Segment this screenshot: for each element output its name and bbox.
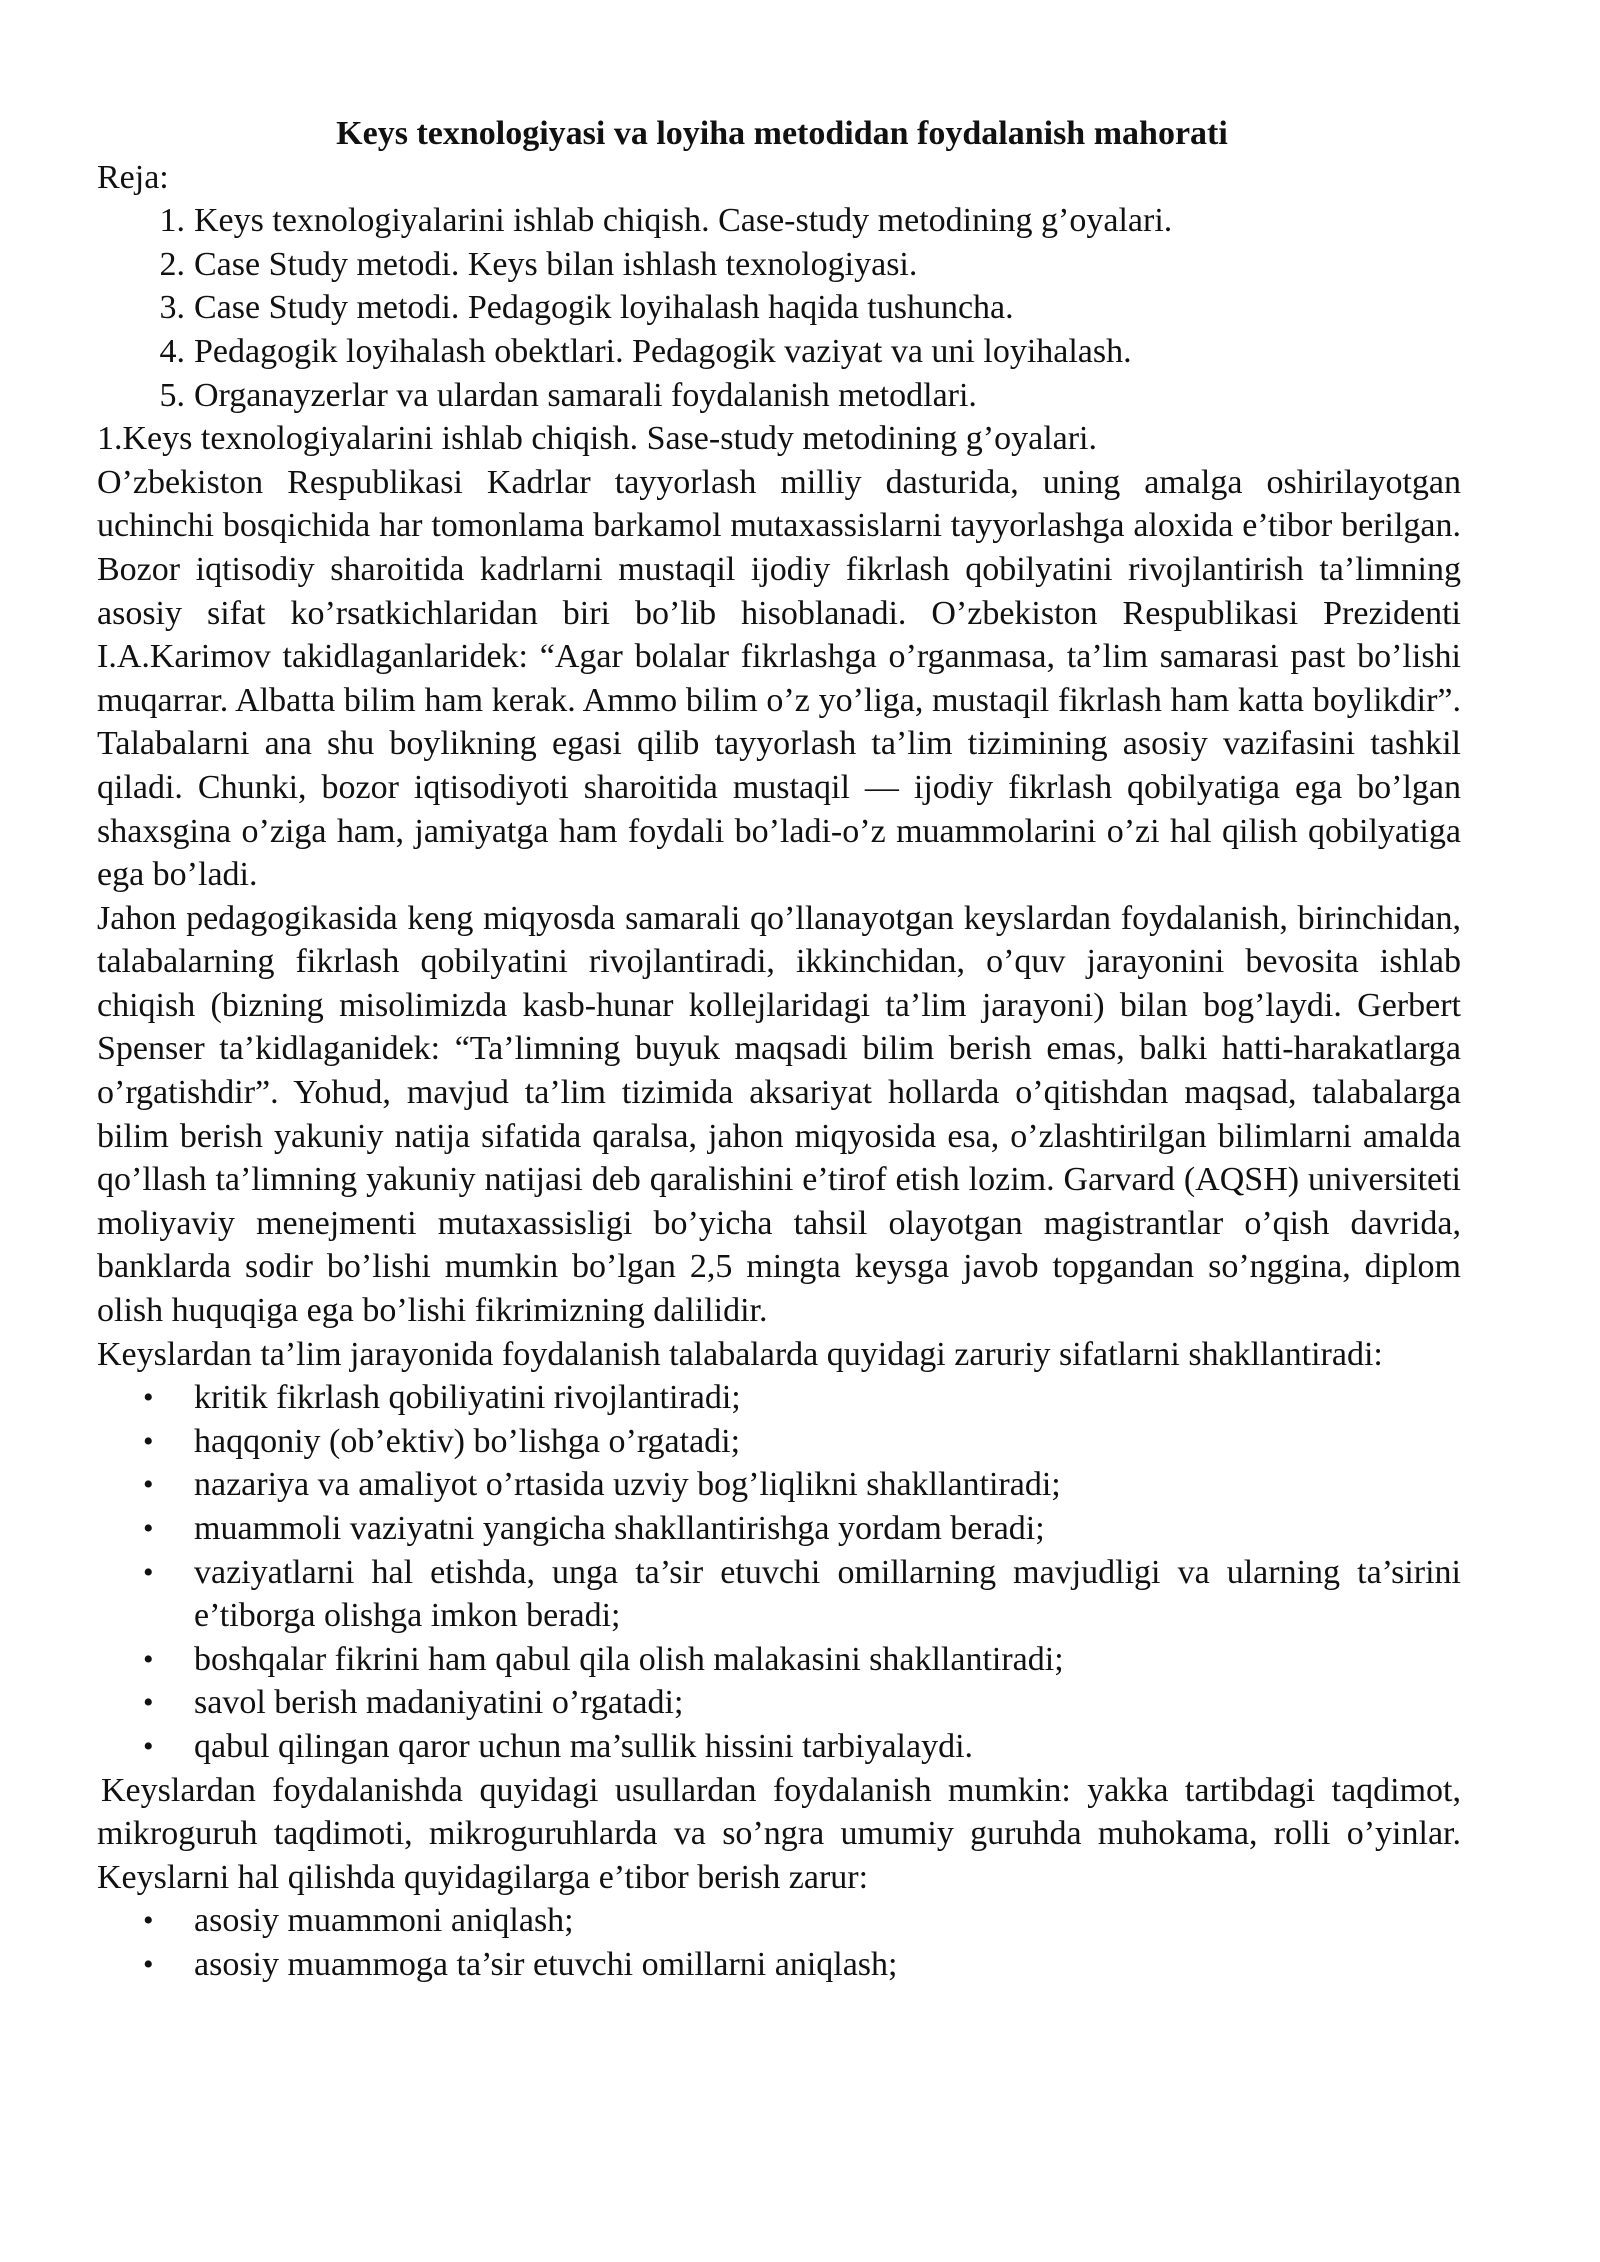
plan-item (97, 286, 1461, 330)
bullet-icon: • (143, 1642, 154, 1676)
list-item-text: qabul qilingan qaror uchun ma’sullik hissini tarbiyalaydi. (194, 1727, 974, 1765)
list-item (97, 1725, 1461, 1769)
document-page (97, 112, 1461, 1987)
list-item-text: nazariya va amaliyot o’rtasida uzviy bog’liqlikni shakllantiradi; (194, 1466, 1061, 1504)
plan-item-number: 1. (159, 202, 185, 240)
list-item (97, 1507, 1461, 1551)
list-item-text: haqqoniy (ob’ektiv) bo’lishga o’rgatadi; (194, 1422, 741, 1460)
plan-item-text: Pedagogik loyihalash obektlari. Pedagogik vaziyat va uni loyihalash. (194, 332, 1132, 370)
plan-item-number: 3. (159, 289, 185, 327)
list-item (97, 1899, 1461, 1943)
plan-item-number: 2. (159, 245, 185, 283)
plan-item (97, 374, 1461, 418)
plan-item (97, 243, 1461, 287)
plan-label: Reja: (97, 158, 169, 196)
section-heading: 1.Keys texnologiyalarini ishlab chiqish. Sase-study metodining g’oyalari. (97, 420, 1097, 458)
list-item (97, 1463, 1461, 1507)
list-item (97, 1420, 1461, 1464)
plan-item-number: 5. (159, 376, 185, 414)
bullet-icon: • (143, 1468, 154, 1502)
list-item (97, 1551, 1461, 1638)
considerations-list (97, 1899, 1461, 1986)
bullet-icon: • (143, 1729, 154, 1763)
list-item-text: asosiy muammoga ta’sir etuvchi omillarni aniqlash; (194, 1945, 898, 1983)
plan-list (97, 199, 1461, 417)
plan-item-text: Keys texnologiyalarini ishlab chiqish. Case-study metodining g’oyalari. (194, 202, 1173, 240)
body-paragraph: Keyslardan ta’lim jarayonida foydalanish talabalarda quyidagi zaruriy sifatlarni shakllantiradi: (97, 1335, 1383, 1373)
body-paragraph: Jahon pedagogikasida keng miqyosda samarali qo’llanayotgan keyslardan foydalanish, birinchidan, talabalarning fikrlash qobilyatini rivojlantiradi, ikkinchidan, o’quv jarayonini bevosita ishlab chiqish (bizning misolimizda kasb-hunar kollejlaridagi ta’lim jarayoni) bilan bog’laydi. Gerbert Spenser ta’kidlaganidek: “Ta’limning buyuk maqsadi bilim berish emas, balki hatti-harakatlarga o’rgatishdir”. Yohud, mavjud ta’lim tizimida aksariyat hollarda o’qitishdan maqsad, talabalarga bilim berish yakuniy natija sifatida qaralsa, jahon miqyosida esa, o’zlashtirilgan bilimlarni amalda qo’llash ta’limning yakuniy natijasi deb qaralishini e’tirof etish lozim. Garvard (AQSH) universiteti moliyaviy menejmenti mutaxassisligi bo’yicha tahsil olayotgan magistrantlar o’qish davrida, banklarda sodir bo’lishi mumkin bo’lgan 2,5 mingta keysga javob topgandan so’nggina, diplom olish huquqiga ega bo’lishi fikrimizning dalilidir. (97, 899, 1461, 1330)
bullet-icon: • (143, 1381, 154, 1415)
list-item-text: vaziyatlarni hal etishda, unga ta’sir etuvchi omillarning mavjudligi va ularning ta’sirini e’tiborga olishga imkon beradi; (194, 1553, 1461, 1635)
document-title: Keys texnologiyasi va loyiha metodidan foydalanish mahorati (336, 115, 1228, 152)
plan-item-text: Case Study metodi. Pedagogik loyihalash haqida tushuncha. (194, 289, 1014, 327)
list-item (97, 1943, 1461, 1987)
list-item-text: savol berish madaniyatini o’rgatadi; (194, 1684, 684, 1722)
list-item-text: boshqalar fikrini ham qabul qila olish malakasini shakllantiradi; (194, 1640, 1064, 1678)
list-item-text: asosiy muammoni aniqlash; (194, 1902, 574, 1940)
list-item (97, 1681, 1461, 1725)
bullet-icon: • (143, 1555, 154, 1589)
plan-item-number: 4. (159, 332, 185, 370)
bullet-icon: • (143, 1424, 154, 1458)
bullet-icon: • (143, 1686, 154, 1720)
list-item-text: kritik fikrlash qobiliyatini rivojlantiradi; (194, 1379, 741, 1417)
qualities-list (97, 1376, 1461, 1768)
body-paragraph: O’zbekiston Respublikasi Kadrlar tayyorlash milliy dasturida, uning amalga oshirilayotgan uchinchi bosqichida har tomonlama barkamol mutaxassislarni tayyorlashga aloxida e’tibor berilgan. Bozor iqtisodiy sharoitida kadrlarni mustaqil ijodiy fikrlash qobilyatini rivojlantirish ta’limning asosiy sifat ko’rsatkichlaridan biri bo’lib hisoblanadi. O’zbekiston Respublikasi Prezidenti I.A.Karimov takidlaganlaridek: “Agar bolalar fikrlashga o’rganmasa, ta’lim samarasi past bo’lishi muqarrar. Albatta bilim ham kerak. Ammo bilim o’z yo’liga, mustaqil fikrlash ham katta boylikdir”. Talabalarni ana shu boylikning egasi qilib tayyorlash ta’lim tizimining asosiy vazifasini tashkil qiladi. Chunki, bozor iqtisodiyoti sharoitida mustaqil — ijodiy fikrlash qobilyatiga ega bo’lgan shaxsgina o’ziga ham, jamiyatga ham foydali bo’ladi-o’z muammolarini o’zi hal qilish qobilyatiga ega bo’ladi. (97, 463, 1461, 894)
plan-item (97, 330, 1461, 374)
bullet-icon: • (143, 1512, 154, 1545)
bullet-icon: • (143, 1904, 154, 1938)
bullet-icon: • (143, 1947, 154, 1981)
body-paragraph: Keyslardan foydalanishda quyidagi usullardan foydalanish mumkin: yakka tartibdagi taqdimot, mikroguruh taqdimoti, mikroguruhlarda va so’ngra umumiy guruhda muhokama, rolli o’yinlar. Keyslarni hal qilishda quyidagilarga e’tibor berish zarur: (97, 1771, 1461, 1896)
list-item (97, 1376, 1461, 1420)
list-item (97, 1638, 1461, 1682)
plan-item-text: Case Study metodi. Keys bilan ishlash texnologiyasi. (194, 245, 918, 283)
plan-item-text: Organayzerlar va ulardan samarali foydalanish metodlari. (194, 376, 977, 414)
plan-item (97, 199, 1461, 243)
list-item-text: muammoli vaziyatni yangicha shakllantirishga yordam beradi; (194, 1510, 1045, 1547)
